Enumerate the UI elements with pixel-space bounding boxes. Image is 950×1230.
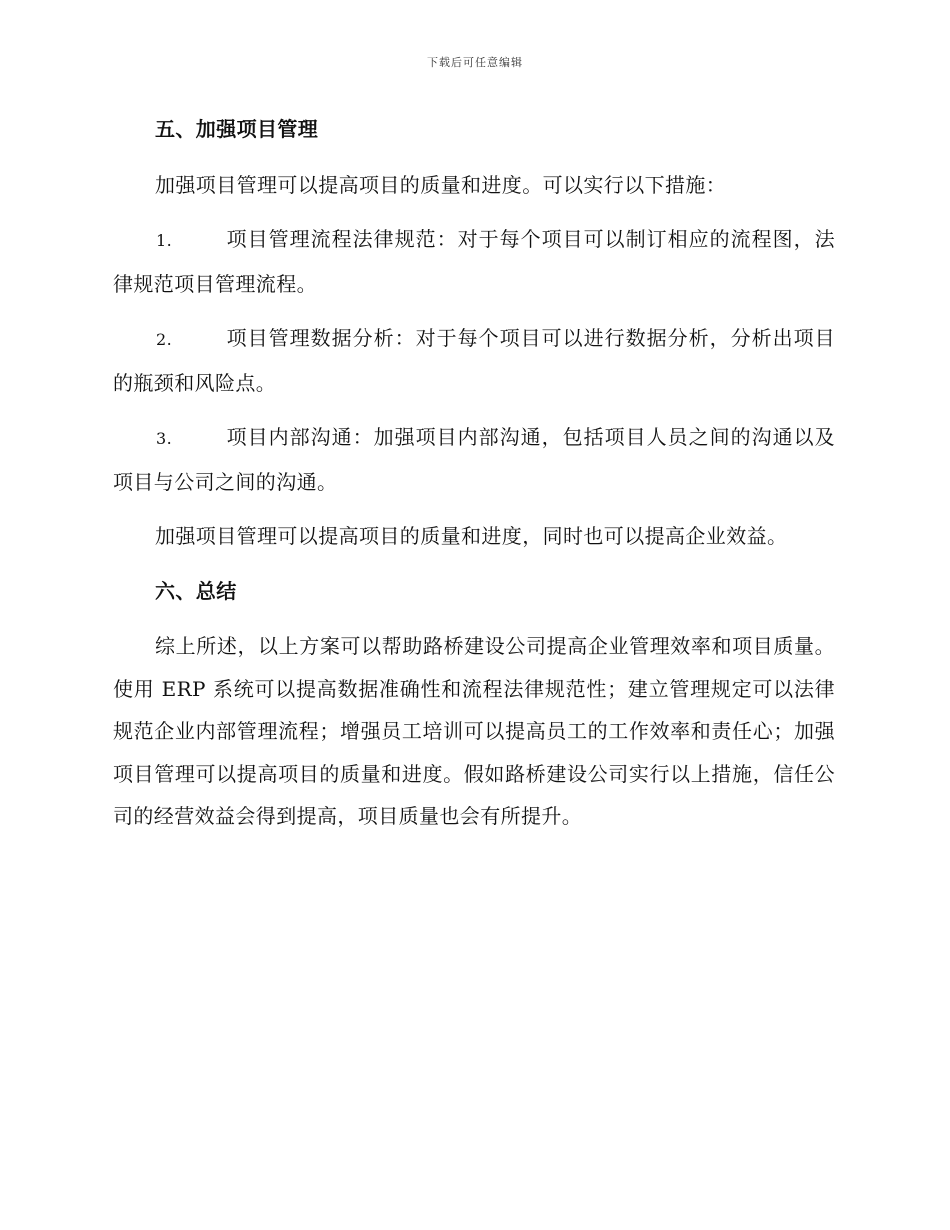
list-item-text: 项目管理流程法律规范：对于每个项目可以制订相应的流程图，法律规范项目管理流程。 — [113, 227, 835, 296]
list-item-number: 1. — [156, 231, 173, 250]
section-5-intro: 加强项目管理可以提高项目的质量和进度。可以实行以下措施： — [155, 172, 727, 197]
section-heading-5: 五、加强项目管理 — [155, 117, 319, 141]
document-body — [113, 108, 835, 850]
section-heading-6: 六、总结 — [155, 578, 237, 603]
list-item-text: 项目管理数据分析：对于每个项目可以进行数据分析，分析出项目的瓶颈和风险点。 — [113, 326, 835, 395]
section-5-closing: 加强项目管理可以提高项目的质量和进度，同时也可以提高企业效益。 — [155, 524, 788, 548]
list-item-number: 2. — [156, 330, 173, 349]
list-item — [113, 416, 835, 503]
list-item — [113, 317, 835, 404]
list-item — [113, 218, 835, 305]
list-item-number: 3. — [156, 429, 173, 448]
list-item-text: 项目内部沟通：加强项目内部沟通，包括项目人员之间的沟通以及项目与公司之间的沟通。 — [113, 425, 835, 494]
section-6-body: 综上所述，以上方案可以帮助路桥建设公司提高企业管理效率和项目质量。使用 ERP 系统可以提高数据准确性和流程法律规范性；建立管理规定可以法律规范企业内部管理流程；增强员工培训可以提高员工的工作效率和责任心；加强项目管理可以提高项目的质量和进度。假如路桥建设公司实行以上措施，信任公司的经营效益会得到提高，项目质量也会有所提升。 — [113, 634, 835, 828]
header-note: 下载后可任意编辑 — [427, 56, 523, 69]
